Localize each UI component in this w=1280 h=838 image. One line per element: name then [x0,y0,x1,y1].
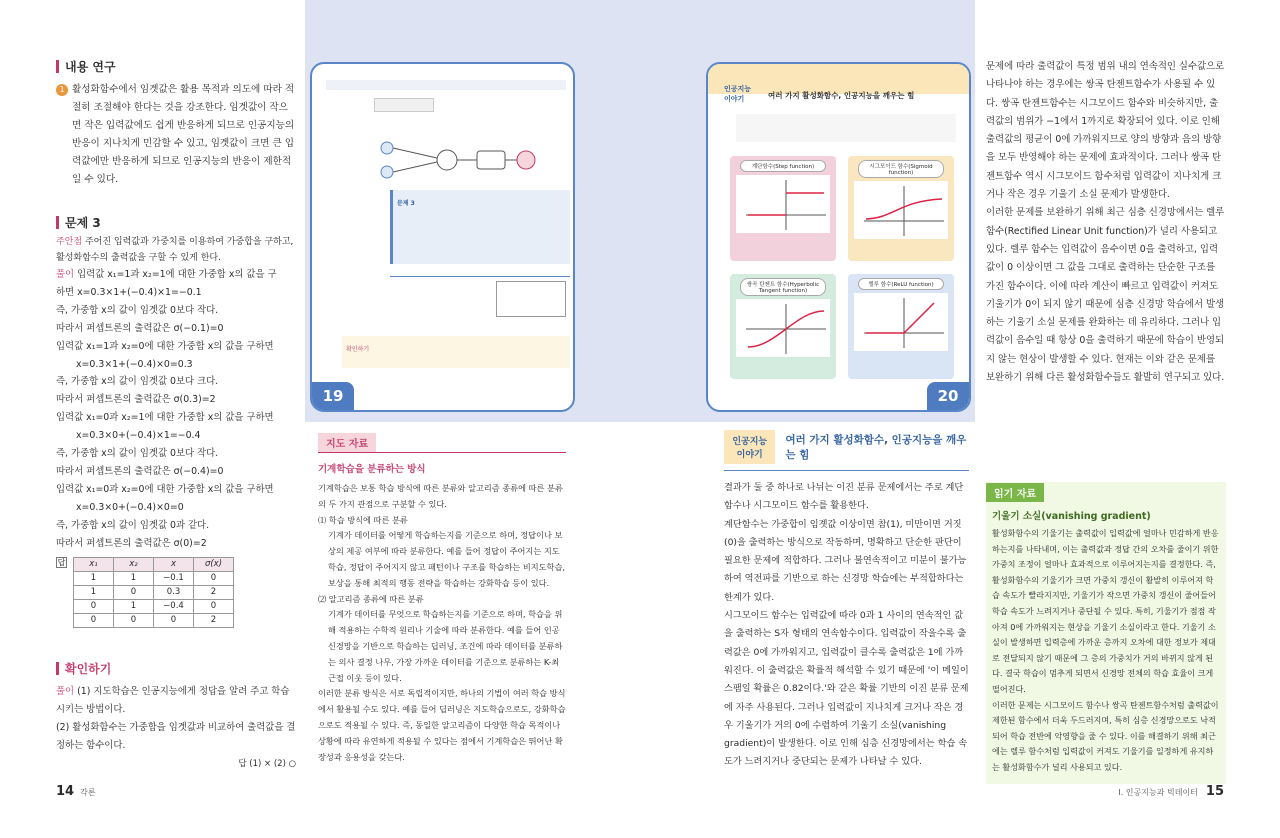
problem-section [56,214,296,628]
content-study-text: 활성화함수에서 임곗값은 활용 목적과 의도에 따라 적절히 조절해야 한다는 것을 강조한다. 임곗값이 작으면 작은 입력값에도 쉽게 반응하게 되므로 인공지능의 반응이 지나치게 민감할 수 있고, 임곗값이 크면 큰 입력값에만 반응하게 되므로 인공지능의 반응이 제한적일 수 있다. [72,84,295,185]
card-sigmoid: 시그모이드 함수(Sigmoid function) [848,156,954,261]
content-study-body [56,81,296,189]
mini-problem-box: 문제 3 [390,190,570,264]
card-relu: 렐루 함수(ReLU function) [848,274,954,379]
problem-heading: 문제 3 [56,214,296,231]
mini-intro-text [736,114,956,142]
mini-page-20: 인공지능 이야기 여러 가지 활성화함수, 인공지능을 깨우는 힘 계단함수(Step function) 시그모이드 함수(Sigmoid function) 쌍곡 탄젠트 함수(Hyperbolic Tangent function) 렐루 함수(ReLU function) 20 [706,62,971,412]
mini-page-19 [310,62,575,412]
reading-tag: 읽기 자료 [986,483,1044,502]
content-study-heading: 내용 연구 [56,58,296,75]
reading-body: 활성화함수의 기울기는 출력값이 입력값에 얼마나 민감하게 반응하는지를 나타내며, 이는 출력값과 정답 간의 오차를 줄이기 위한 가중치 조정이 얼마나 효과적으로 이루어지는지를 결정한다. 즉, 활성화함수의 기울기가 크면 가중치 갱신이 활발히 이루어져 학습 속도가 빨라지지만, 기울기가 작으면 가중치 갱신이 줄어들어 학습 속도가 느려지거나 중단될 수 있다. 특히, 기울기가 점점 작아져 0에 가까워지는 현상을 기울기 소실이라고 한다. 기울기 소실이 발생하면 입력층에 가까운 층까지 오차에 대한 정보가 제대로 전달되지 않기 때문에 그 층의 가중치가 거의 바뀌지 않게 된다. 결국 학습이 멈추게 되면서 신경망 전체의 학습 효율이 크게 떨어진다. 이러한 문제는 시그모이드 함수나 쌍곡 탄젠트함수처럼 출력값이 제한된 함수에서 더욱 두드러지며, 특히 심층 신경망으로도 낙적되어 학습 전반에 악영향을 줄 수 있다. 이를 해결하기 위해 최근에는 렐루 함수처럼 입력값이 커져도 기울기를 일정하게 유지하는 활성화함수가 널리 사용되고 있다. [992,528,1219,772]
story-title: 여러 가지 활성화함수, 인공지능을 깨우는 힘 [785,434,967,461]
check-body: 풀이 (1) 지도학습은 인공지능에게 정답을 알려 주고 학습시키는 방법이다. (2) 활성화함수는 가중합을 임곗값과 비교하여 출력값을 결정하는 함수이다. 답 (1) × (2) ○ [56,683,296,773]
mini-text-line [326,80,566,90]
heading-bar [56,216,59,229]
table-row: 1 1 −0.1 0 [74,571,234,585]
perceptron-diagram [352,130,542,190]
guide-tag: 지도 자료 [318,433,376,452]
story-header [724,430,969,464]
right-text-1: 문제에 따라 출력값이 특정 범위 내의 연속적인 실수값으로 나타나야 하는 경우에는 쌍곡 탄젠트함수가 사용될 수 있다. 쌍곡 탄젠트함수는 시그모이드 함수와 비슷하지만, 출력값의 범위가 −1에서 1까지로 확장되어 있다. 이로 인해 출력값의 평균이 0에 가까워지므로 양의 방향과 음의 방향을 모두 반영해야 하는 문제에 효과적이다. 그러나 쌍곡 탄젠트함수 역시 시그모이드 함수처럼 입력값이 지나치게 크거나 작은 경우 기울기 소실 문제가 발생한다. [986,61,1225,201]
right-text-section [986,58,1226,387]
page-number: 15 [1205,784,1224,799]
card-tanh: 쌍곡 탄젠트 함수(Hyperbolic Tangent function) [730,274,836,379]
mini-title: 여러 가지 활성화함수, 인공지능을 깨우는 힘 [768,91,915,100]
problem-intent: 주안점 주어진 입력값과 가중치를 이용하여 가중합을 구하고, 활성화함수의 출력값을 구할 수 있게 한다. [56,237,294,263]
check-answer: 답 (1) × (2) ○ [238,759,296,769]
section-label: 각론 [80,788,96,797]
content-study-section [56,58,296,189]
reading-title: 기울기 소실(vanishing gradient) [992,511,1151,522]
mini-page-number: 20 [927,382,969,410]
answer-tag: 답 [57,557,66,567]
table-row: 0 1 −0.4 0 [74,599,234,613]
mini-table [390,276,570,326]
story-tag: 인공지능 이야기 [724,430,775,464]
mini-check-box: 확인하기 [342,336,570,368]
page-number: 14 [56,784,75,799]
guide-title: 기계학습을 분류하는 방식 [318,464,426,475]
story-body: 결과가 둘 중 하나로 나뉘는 이진 분류 문제에서는 주로 계단함수나 시그모이드 함수를 활용한다. 계단함수는 가중합이 임곗값 이상이면 참(1), 미만이면 거짓(0)을 출력하는 방식으로 작동하며, 명확하고 단순한 판단이 필요한 문제에 적합하다. 그러나 불연속적이고 미분이 불가능하여 역전파를 기반으로 하는 신경망 학습에는 부적합하다는 한계가 있다. 시그모이드 함수는 입력값에 따라 0과 1 사이의 연속적인 값을 출력하는 S자 형태의 연속함수이다. 입력값이 작을수록 출력값은 0에 가까워지고, 입력값이 클수록 출력값은 1에 가까워진다. 이 출력값은 확률적 해석할 수 있기 때문에 '이 메일이 스팸일 확률은 0.82이다.'와 같은 확률 기반의 이진 분류 문제에 자주 사용된다. 그러나 입력값이 지나치게 크거나 작은 경우 기울기가 거의 0에 수렴하여 기울기 소실(vanishing gradient)이 발생한다. 이로 인해 심층 신경망에서는 학습 속도가 느려지거나 중단되는 문제가 나타날 수 있다. [724,482,969,768]
guide-section [318,432,566,765]
answer-table-wrap [56,557,296,628]
answer-table [73,557,234,628]
problem-solution: 풀이 입력값 x₁=1과 x₂=1에 대한 가중합 x의 값을 구 하면 x=0.3×1+(−0.4)×1=−0.1 즉, 가중합 x의 값이 임곗값 0보다 작다. 따라서 퍼셉트론의 출력값은 σ(−0.1)=0 입력값 x₁=1과 x₂=0에 대한 가중합 x의 값을 구하면 x=0.3×1+(−0.4)×0=0.3 즉, 가중합 x의 값이 임곗값 0보다 크다. 따라서 퍼셉트론의 출력값은 σ(0.3)=2 입력값 x₁=0과 x₂=1에 대한 가중합 x의 값을 구하면 x=0.3×0+(−0.4)×1=−0.4 즉, 가중합 x의 값이 임곗값 0보다 작다. 따라서 퍼셉트론의 출력값은 σ(−0.4)=0 입력값 x₁=0과 x₂=0에 대한 가중합 x의 값을 구하면 x=0.3×0+(−0.4)×0=0 즉, 가중합 x의 값이 임곗값 0과 같다. 따라서 퍼셉트론의 출력값은 σ(0)=2 [56,269,277,549]
table-row: 0 0 0 2 [74,613,234,627]
reading-section [986,482,1226,784]
left-footer [56,784,96,799]
mini-formula [374,98,434,112]
check-section [56,660,296,773]
number-badge: 1 [56,84,68,96]
check-heading: 확인하기 [56,660,296,677]
table-header-row: x₁ x₂ x σ(x) [74,557,234,571]
table-row: 1 0 0.3 2 [74,585,234,599]
story-section [724,430,969,772]
mini-page-number: 19 [312,382,354,410]
heading-bar [56,60,59,73]
guide-body: 기계학습은 보통 학습 방식에 따른 분류와 알고리즘 종류에 따른 분류의 두 가지 관점으로 구분할 수 있다. ⑴ 학습 방식에 따른 분류 기계가 데이터를 어떻게 학습하는지를 기준으로 하며, 정답이나 보상의 제공 여부에 따라 분류한다. 예를 들어 정답이 주어지는 지도학습, 정답이 주어지지 않고 패턴이나 구조를 학습하는 비지도학습, 보상을 통해 최적의 행동 전략을 학습하는 강화학습 등이 있다. ⑵ 알고리즘 종류에 따른 분류 기계가 데이터를 무엇으로 학습하는지를 기준으로 하며, 학습을 위해 적용하는 수학적 원리나 기술에 따라 분류한다. 예를 들어 인공신경망을 기반으로 학습하는 딥러닝, 조건에 따라 데이터를 분류하는 의사 결정 나무, 가장 가까운 데이터를 기준으로 분류하는 K-최근접 이웃 등이 있다. 이러한 분류 방식은 서로 독립적이지만, 하나의 기법이 여러 학습 방식에서 활용될 수도 있다. 예를 들어 딥러닝은 지도학습으로도, 강화학습으로도 적용될 수 있다. 즉, 동일한 알고리즘이 다양한 학습 목적이나 상황에 따라 유연하게 적용될 수 있다는 점에서 기계학습은 뛰어난 확장성과 응용성을 갖는다. [318,483,566,762]
heading-bar [56,662,59,675]
card-step: 계단함수(Step function) [730,156,836,261]
right-footer [1118,784,1224,799]
section-label: I. 인공지능과 빅데이터 [1118,788,1198,797]
right-text-2: 이러한 문제를 보완하기 위해 최근 심층 신경망에서는 렐루 함수(Rectified Linear Unit function)가 널리 사용되고 있다. 렐루 함수는 입력값이 음수이면 0을 출력하고, 입력값이 0 이상이면 그 값을 그대로 출력하는 단순한 구조를 가진 함수이다. 이에 따라 계산이 빠르고 입력값이 커져도 기울기가 0이 되지 않기 때문에 심층 신경망 학습에서 발생하는 기울기 소실 문제를 완화하는 데 유리하다. 그러나 입력값이 음수일 때 항상 0을 출력하기 때문에 학습이 반영되지 않는 현상이 발생할 수 있다. 현재는 이와 같은 문제를 보완하기 위해 다른 활성화함수들도 활발히 연구되고 있다. [986,207,1225,384]
